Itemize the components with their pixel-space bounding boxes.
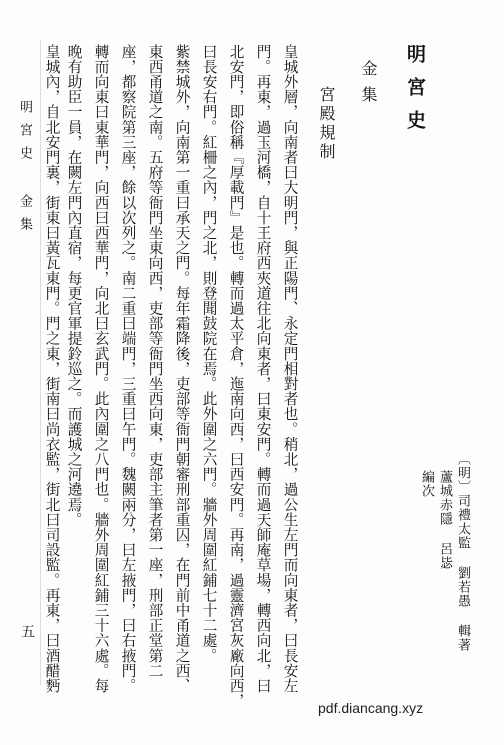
watermark-url: pdf.diancang.xyz bbox=[318, 700, 424, 716]
collection-title: 金集 bbox=[359, 60, 378, 112]
body-column-5: 紫禁城外，向南第一重曰承天之門。每年霜降後，吏部等衙門朝審刑部重囚，在門前中甬道之西、 bbox=[173, 44, 191, 694]
section-title: 宮殿規制 bbox=[317, 86, 336, 162]
body-column-2: 門。再東，過玉河橋，自十王府西夾道往北向東者，曰東安門。轉而過天師庵草場，轉西向北，曰 bbox=[254, 44, 272, 694]
author-credit-line-1: 〔明〕司禮太監 劉若愚 輯著 bbox=[455, 452, 470, 652]
body-column-3: 北安門，即俗稱『厚載門』是也。轉而過太平倉，迤南向西，曰西安門。再南，過靈濟宮灰廠向西， bbox=[227, 44, 245, 709]
body-column-8: 轉而向東曰東華門，向西曰西華門，向北曰玄武門。此內圍之八門也。牆外周圍紅鋪三十六處。每 bbox=[92, 44, 110, 694]
page-number: 五 bbox=[19, 624, 35, 638]
author-credit-line-3: 編次 bbox=[419, 470, 434, 498]
body-column-9: 晚有助臣一員，在闕左門內直宿，每更官軍提鈴巡之。而護城之河遶焉。 bbox=[65, 44, 83, 528]
book-title: 明宮史 bbox=[404, 44, 426, 143]
body-column-1: 皇城外層，向南者曰大明門，與正陽門、永定門相對者也。稍北，過公生左門而向東者，曰長安左 bbox=[281, 44, 299, 694]
body-column-7: 座，都察院第三座，餘以次列之。南二重曰端門，三重曰午門。魏闕兩分，曰左掖門，曰右掖門。 bbox=[119, 44, 137, 694]
body-column-10: 皇城內，自北安門裏，街東曰黃瓦東門。門之東，街南曰尚衣監，街北曰司設監。再東，曰酒醋麪 bbox=[43, 44, 61, 694]
body-column-6: 東西甬道之南。五府等衙門坐東向西，吏部等衙門坐西向東，吏部主筆者第一座，刑部正堂第二 bbox=[146, 44, 164, 679]
author-credit-line-2: 蘆城赤隱 呂毖 bbox=[437, 470, 452, 570]
body-column-4: 曰長安右門。紅柵之內，門之北，則登聞鼓院在焉。此外圍之六門。牆外周圍紅鋪七十二處。 bbox=[200, 44, 218, 664]
margin-rule bbox=[40, 40, 41, 685]
running-head: 明宮史 金集 bbox=[17, 100, 32, 240]
